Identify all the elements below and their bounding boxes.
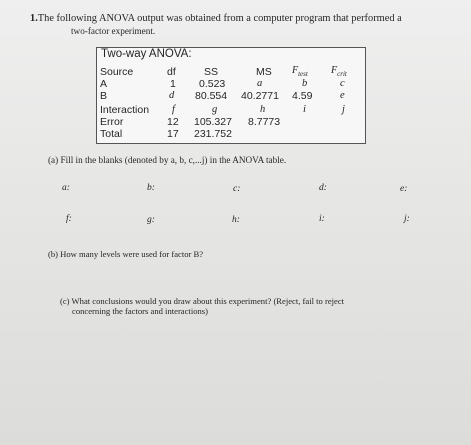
part-c-prompt — [60, 296, 390, 316]
row-fcrit: c — [340, 78, 345, 89]
question-number: 1. — [30, 13, 38, 24]
row-df: f — [172, 104, 175, 115]
blank-label: c: — [233, 184, 241, 194]
blank-label: b: — [147, 183, 155, 193]
row-ftest: i — [303, 104, 306, 115]
row-source: A — [100, 78, 108, 90]
row-df: 1 — [170, 78, 176, 90]
part-b-prompt: (b) How many levels were used for factor B? — [48, 249, 204, 259]
blank-label: g: — [147, 215, 155, 225]
part-a-prompt: (a) Fill in the blanks (denoted by a, b, c,...j) in the ANOVA table. — [48, 155, 287, 165]
header-ss: SS — [204, 66, 219, 78]
part-c-line-1: (c) What conclusions would you draw about this experiment? (Reject, fail to reject — [60, 296, 345, 306]
question-line-2: two-factor experiment. — [71, 26, 156, 36]
row-ss: 231.752 — [194, 128, 232, 140]
row-ftest: b — [302, 78, 308, 89]
anova-title: Two-way ANOVA: — [101, 48, 192, 60]
blank-label: j: — [404, 214, 410, 224]
row-source: Error — [100, 116, 124, 128]
blank-label: a: — [62, 183, 70, 193]
header-df: df — [167, 66, 176, 78]
header-ms: MS — [256, 66, 272, 78]
row-ms: 8.7773 — [248, 116, 281, 128]
blank-label: d: — [319, 183, 327, 193]
row-ms: a — [257, 78, 263, 89]
row-ss: 105.327 — [194, 116, 232, 128]
header-source: Source — [100, 66, 134, 78]
row-ftest: 4.59 — [292, 90, 313, 102]
blank-label: e: — [400, 184, 408, 194]
blank-label: i: — [319, 214, 325, 224]
row-ss: g — [212, 104, 218, 115]
row-fcrit: e — [340, 90, 345, 101]
row-source: Interaction — [100, 104, 150, 116]
row-source: Total — [100, 128, 123, 140]
row-df: d — [169, 90, 175, 101]
row-df: 17 — [167, 128, 179, 140]
blank-label: h: — [232, 215, 240, 225]
header-fcrit: $F_{crit}$ — [331, 65, 347, 78]
row-ss: 0.523 — [199, 78, 226, 90]
row-df: 12 — [167, 116, 179, 128]
row-source: B — [100, 90, 108, 102]
row-fcrit: j — [342, 104, 345, 115]
header-ftest: $F_{test}$ — [292, 65, 308, 78]
part-c-line-2: concerning the factors and interactions) — [72, 306, 209, 316]
question-text — [30, 13, 440, 37]
blank-label: f: — [66, 214, 72, 224]
row-ss: 80.554 — [195, 90, 228, 102]
row-ms: 40.2771 — [241, 90, 279, 102]
row-ms: h — [260, 104, 266, 115]
question-line-1: The following ANOVA output was obtained from a computer program that performed a — [37, 13, 402, 24]
